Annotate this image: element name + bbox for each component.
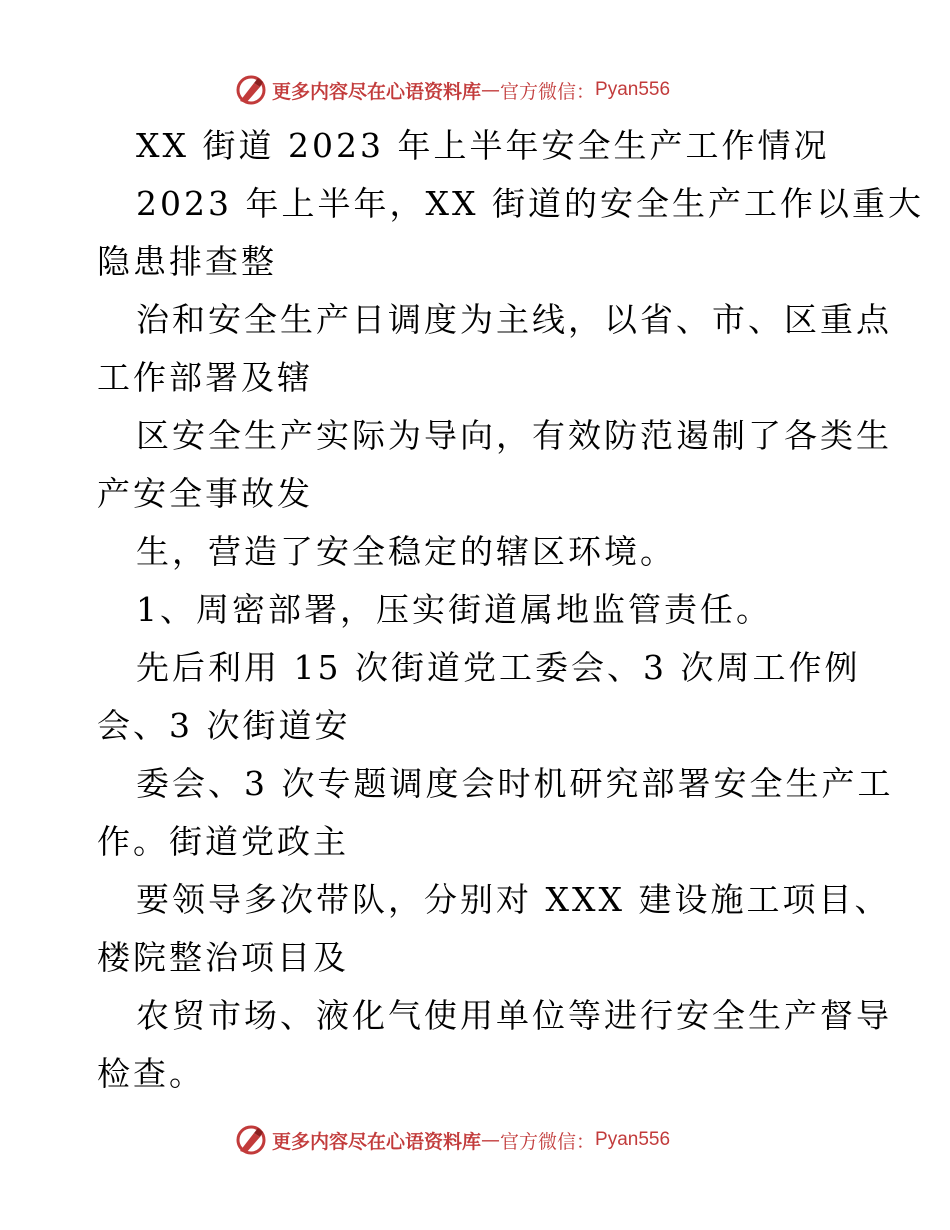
document-line: 农贸市场、液化气使用单位等进行安全生产督导	[136, 996, 892, 1035]
document-line: 1、周密部署，压实街道属地监管责任。	[136, 590, 772, 629]
watermark-site-text: 更多内容尽在心语资料库	[272, 80, 482, 103]
document-line: 产安全事故发	[97, 474, 313, 513]
document-line: 工作部署及辖	[97, 358, 313, 397]
watermark-site-text: 更多内容尽在心语资料库	[272, 1130, 482, 1153]
document-line: 2023 年上半年，XX 街道的安全生产工作以重大	[136, 184, 924, 223]
header-watermark	[234, 72, 670, 108]
watermark-wechat-label: 官方微信：	[500, 1130, 596, 1153]
document-line: 生，营造了安全稳定的辖区环境。	[136, 532, 676, 571]
watermark-dash: —	[481, 1129, 501, 1151]
document-line: 会、3 次街道安	[97, 706, 351, 745]
watermark-wechat-id: Pyan556	[595, 1129, 671, 1150]
document-line: 委会、3 次专题调度会时机研究部署安全生产工	[136, 764, 894, 803]
pen-logo-icon	[234, 73, 268, 107]
document-line: 区安全生产实际为导向，有效防范遏制了各类生	[136, 416, 892, 455]
document-line: 先后利用 15 次街道党工委会、3 次周工作例	[136, 648, 861, 687]
footer-watermark	[234, 1122, 670, 1158]
watermark-dash: —	[481, 79, 501, 101]
watermark-wechat-id: Pyan556	[595, 79, 671, 100]
watermark-wechat-label: 官方微信：	[500, 80, 596, 103]
document-line: XX 街道 2023 年上半年安全生产工作情况	[136, 126, 830, 165]
document-line: 作。街道党政主	[97, 822, 349, 861]
document-body	[97, 117, 924, 1103]
document-line: 要领导多次带队，分别对 XXX 建设施工项目、	[136, 880, 891, 919]
document-line: 检查。	[97, 1054, 205, 1093]
document-line: 隐患排查整	[97, 242, 277, 281]
document-line: 治和安全生产日调度为主线，以省、市、区重点	[136, 300, 892, 339]
pen-logo-icon	[234, 1123, 268, 1157]
document-line: 楼院整治项目及	[97, 938, 349, 977]
